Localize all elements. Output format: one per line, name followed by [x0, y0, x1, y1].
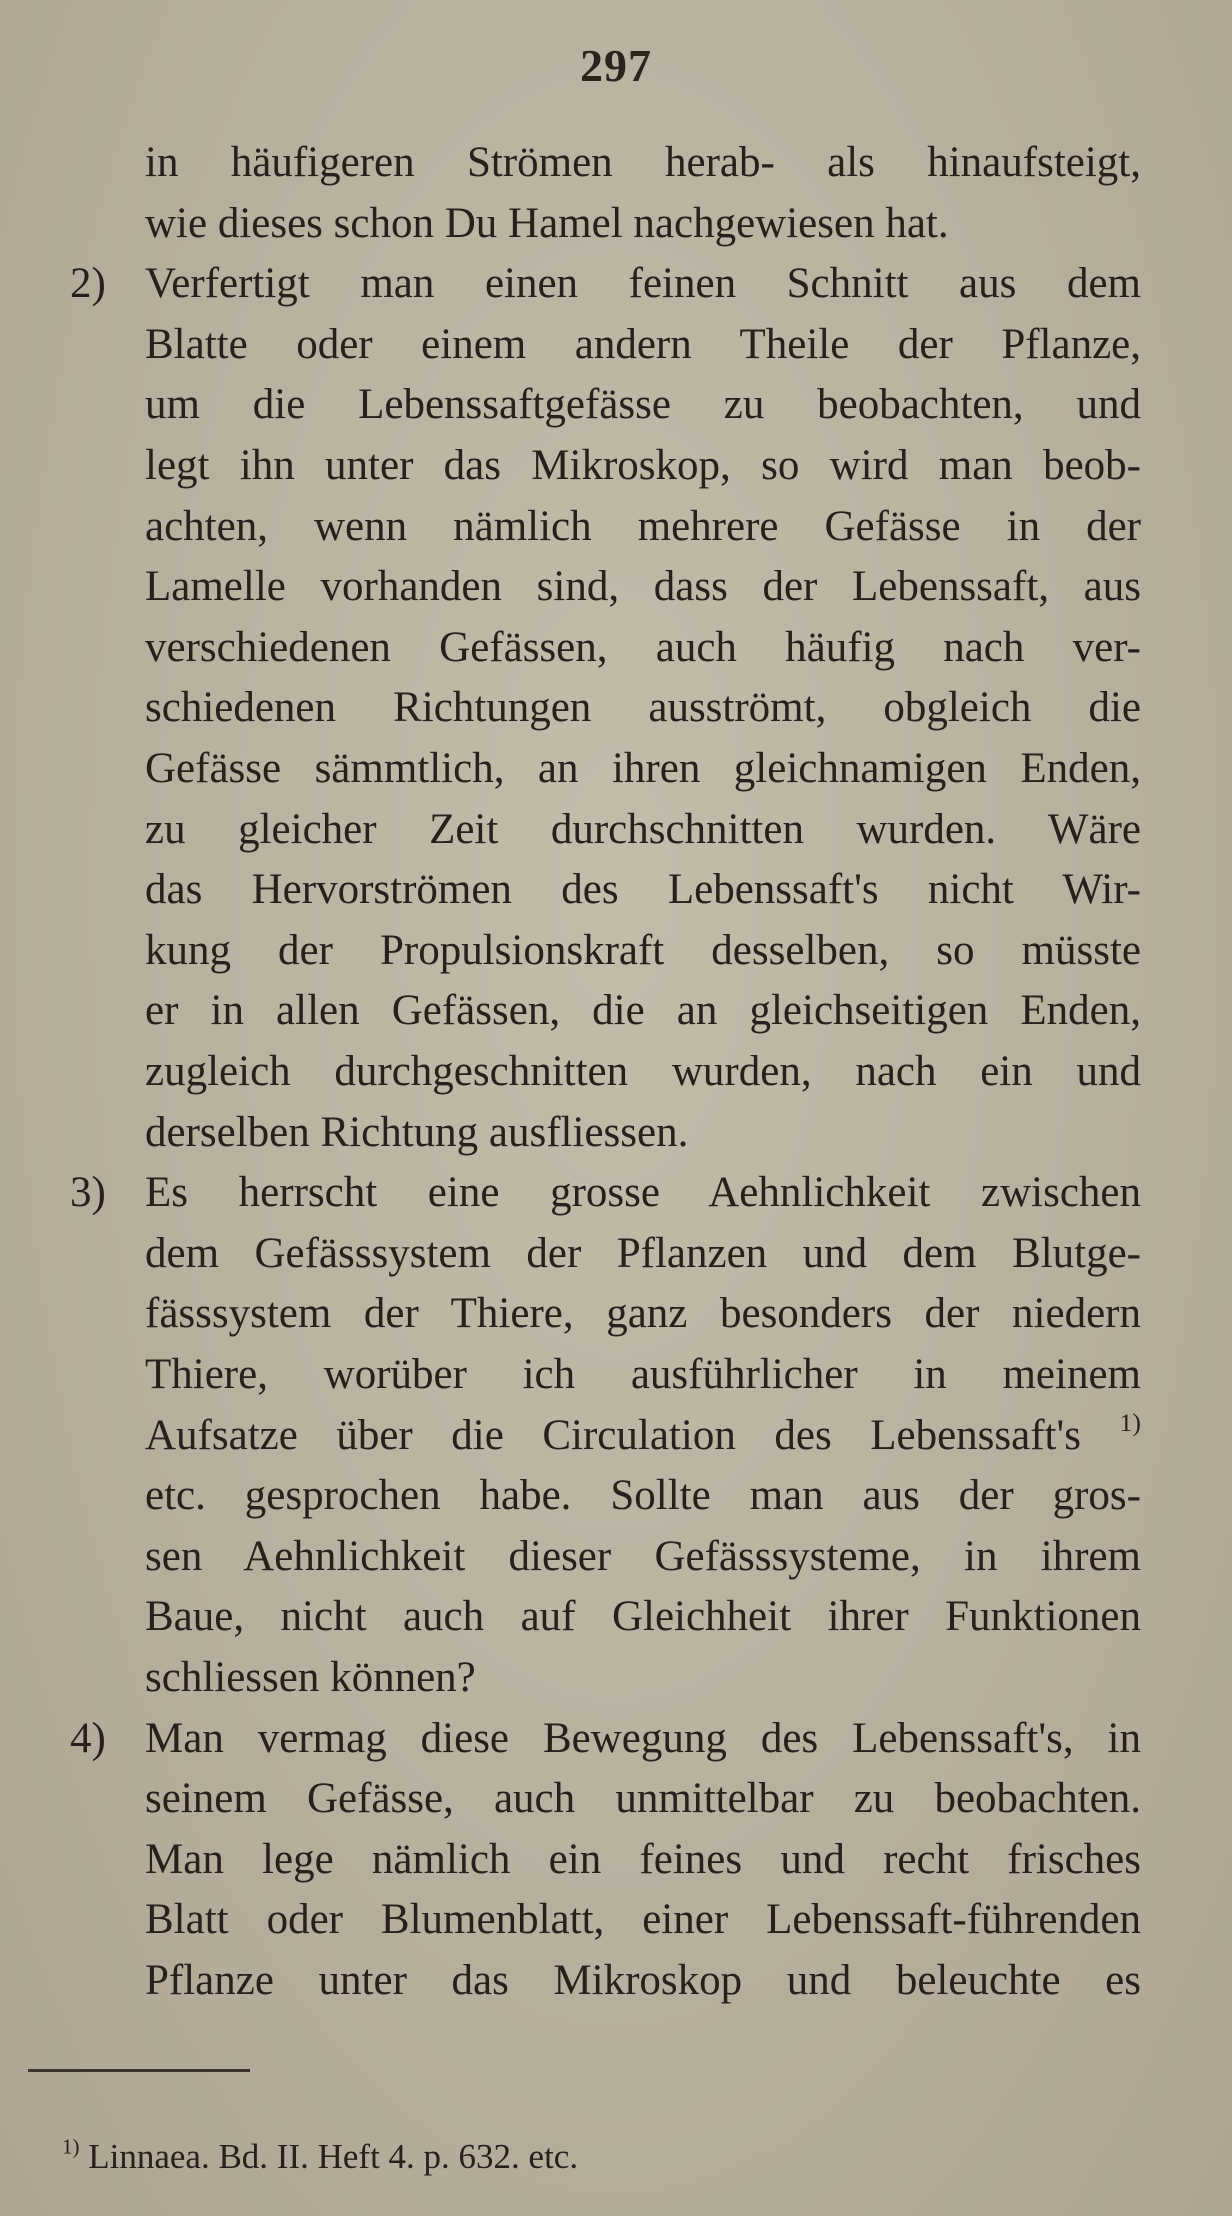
text-line-content: Es herrscht eine grosse Aehnlichkeit zwischen [145, 1169, 1141, 1216]
text-line [145, 1527, 1141, 1587]
text-line [145, 254, 1141, 314]
text-line [145, 678, 1141, 738]
text-line-content: Blatt oder Blumenblatt, einer Lebenssaft-führenden [145, 1896, 1141, 1943]
text-line-content: verschiedenen Gefässen, auch häufig nach ver- [145, 624, 1141, 671]
text-line [145, 194, 1141, 254]
text-line-content: seinem Gefässe, auch unmittelbar zu beobachten. [145, 1775, 1141, 1822]
text-line [145, 1830, 1141, 1890]
text-line-content: Lamelle vorhanden sind, dass der Lebenssaft, aus [145, 563, 1141, 610]
text-line [145, 1284, 1141, 1344]
footnote-reference: 1) [1119, 1407, 1142, 1437]
footnote [62, 2132, 578, 2182]
text-line-content: derselben Richtung ausfliessen. [145, 1109, 689, 1156]
text-line [145, 1951, 1141, 2011]
footnote-marker: 1) [62, 2134, 80, 2159]
text-line [145, 1890, 1141, 1950]
text-line-content: schiedenen Richtungen ausströmt, obgleich die [145, 684, 1141, 731]
text-line [145, 1103, 1141, 1163]
text-line-content: zugleich durchgeschnitten wurden, nach ein und [145, 1048, 1141, 1095]
text-line [145, 1709, 1141, 1769]
text-line-content: Gefässe sämmtlich, an ihren gleichnamigen Enden, [145, 745, 1141, 792]
text-line-content: er in allen Gefässen, die an gleichseitigen Enden, [145, 987, 1141, 1034]
text-line-content: legt ihn unter das Mikroskop, so wird man beob- [145, 442, 1141, 489]
text-line-content: Aufsatze über die Circulation des Lebenssaft's [145, 1412, 1081, 1459]
page-number: 297 [580, 40, 652, 91]
list-item-number: 4) [70, 1715, 106, 1762]
text-line-content: schliessen können? [145, 1654, 476, 1701]
text-line-content: achten, wenn nämlich mehrere Gefässe in der [145, 503, 1141, 550]
footnote-text: Linnaea. Bd. II. Heft 4. p. 632. etc. [88, 2137, 579, 2176]
text-line [145, 1648, 1141, 1708]
text-line [145, 497, 1141, 557]
list-item-number: 3) [70, 1169, 106, 1216]
text-line [145, 1224, 1141, 1284]
text-line [145, 1406, 1141, 1466]
text-line-content: Thiere, worüber ich ausführlicher in meinem [145, 1351, 1141, 1398]
text-line [145, 921, 1141, 981]
text-line [145, 1769, 1141, 1829]
text-line-content: Pflanze unter das Mikroskop und beleuchte es [145, 1957, 1141, 2004]
text-line [145, 618, 1141, 678]
text-line-content: in häufigeren Strömen herab- als hinaufsteigt, [145, 139, 1141, 186]
text-line [145, 1345, 1141, 1405]
text-line-content: Verfertigt man einen feinen Schnitt aus dem [145, 260, 1141, 307]
text-line-content: kung der Propulsionskraft desselben, so müsste [145, 927, 1141, 974]
text-line-content: das Hervorströmen des Lebenssaft's nicht Wir- [145, 866, 1141, 913]
text-line [145, 860, 1141, 920]
text-line [145, 800, 1141, 860]
footnote-divider [28, 2069, 250, 2072]
text-line-content: Man vermag diese Bewegung des Lebenssaft's, in [145, 1715, 1141, 1762]
text-line [145, 1466, 1141, 1526]
text-line-content: sen Aehnlichkeit dieser Gefässsysteme, in ihrem [145, 1533, 1141, 1580]
text-line-content: zu gleicher Zeit durchschnitten wurden. Wäre [145, 806, 1141, 853]
text-line-content: etc. gesprochen habe. Sollte man aus der gros- [145, 1472, 1141, 1519]
text-line [145, 1163, 1141, 1223]
text-line-content: Man lege nämlich ein feines und recht frisches [145, 1836, 1141, 1883]
text-line [145, 375, 1141, 435]
text-line-content: dem Gefässsystem der Pflanzen und dem Blutge- [145, 1230, 1141, 1277]
list-item-number: 2) [70, 260, 106, 307]
text-line-content: wie dieses schon Du Hamel nachgewiesen hat. [145, 200, 949, 247]
text-line [145, 1587, 1141, 1647]
text-line [145, 739, 1141, 799]
text-line-content: Blatte oder einem andern Theile der Pflanze, [145, 321, 1141, 368]
text-line [145, 1042, 1141, 1102]
text-line [145, 133, 1141, 193]
text-line [145, 436, 1141, 496]
text-line [145, 981, 1141, 1041]
text-line-content: um die Lebenssaftgefässe zu beobachten, und [145, 381, 1141, 428]
text-line [145, 557, 1141, 617]
text-line [145, 315, 1141, 375]
text-line-content: Baue, nicht auch auf Gleichheit ihrer Funktionen [145, 1593, 1141, 1640]
text-line-content: fässsystem der Thiere, ganz besonders der niedern [145, 1290, 1141, 1337]
